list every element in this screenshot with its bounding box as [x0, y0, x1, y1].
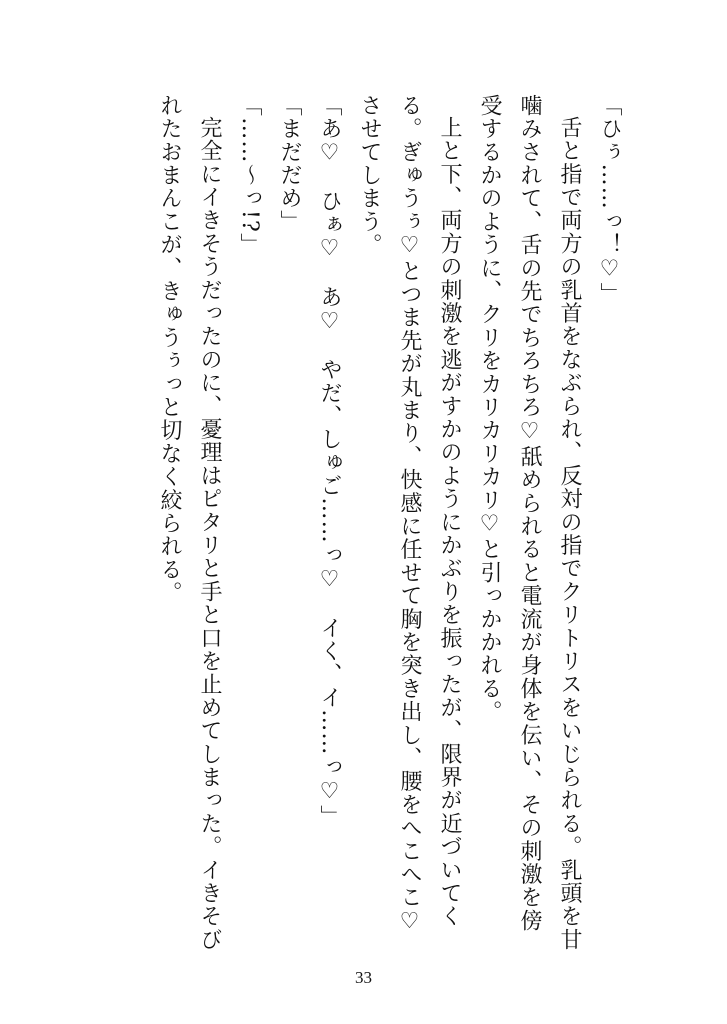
dialogue-line: 「あ♡ ひぁ♡ あ♡ やだ、しゅご……っ♡ イく、イ……っ♡」	[317, 94, 342, 829]
dialogue-line: 「……〜っ!?」	[237, 94, 262, 257]
dialogue-line: 「ひぅ……っ！♡」	[597, 94, 622, 306]
narration-paragraph: 完全にイきそうだったのに、憂理はピタリと手と口を止めてしまった。イきそびれたおまんこが、きゅうぅっと切なく絞られる。	[157, 94, 222, 952]
page-number: 33	[355, 968, 372, 987]
narration-paragraph: 上と下、両方の刺激を逃がすかのようにかぶりを振ったが、限界が近づいてくる。ぎゅうぅ♡とつま先が丸まり、快感に任せて胸を突き出し、腰をへこへこ♡させてしまう。	[357, 94, 462, 936]
narration-paragraph: 舌と指で両方の乳首をなぶられ、反対の指でクリトリスをいじられる。乳頭を甘噛みされて、舌の先でちろちろ♡舐められると電流が身体を伝い、その刺激を傍受するかのように、クリをカリカリカリ♡と引っかかれる。	[477, 94, 582, 952]
dialogue-line: 「まだだめ」	[277, 94, 302, 234]
vertical-text-body	[149, 94, 629, 954]
